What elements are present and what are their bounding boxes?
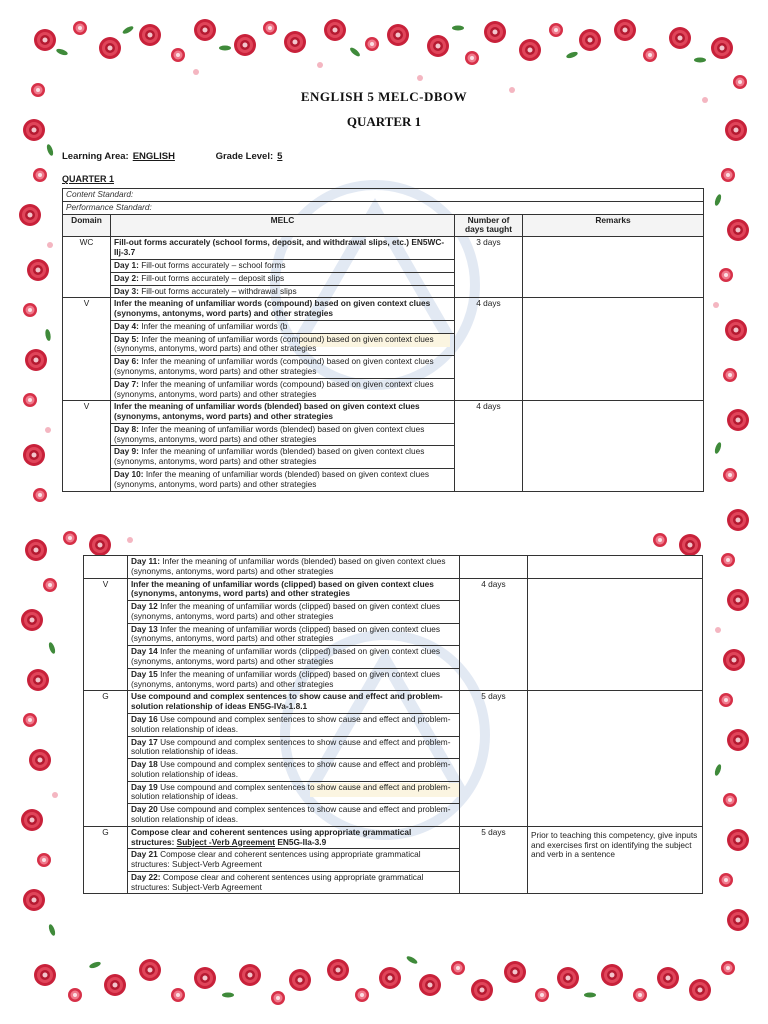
- performance-standard: Performance Standard:: [63, 201, 704, 214]
- day-label: Day 9:: [114, 446, 139, 457]
- document-subtitle: QUARTER 1: [346, 114, 422, 129]
- day-text: Fill-out forms accurately – withdrawal slips: [138, 285, 297, 296]
- day-text: Infer the meaning of unfamiliar words (blended) based on given context clues (synonyms, antonyms, word parts) and other strategies: [114, 423, 425, 444]
- table-row: [63, 401, 704, 424]
- day-cell: [111, 285, 455, 298]
- melc-competency: Use compound and complex sentences to show cause and effect and problem-solution relationship of ideas EN5G-IVa-1.8.1: [128, 691, 460, 714]
- day-label: Day 5:: [114, 333, 139, 344]
- day-text: Use compound and complex sentences to show cause and effect and problem-solution relationship of ideas.: [131, 781, 451, 802]
- day-label: Day 6:: [114, 356, 139, 367]
- day-cell: [111, 272, 455, 285]
- day-text: Compose clear and coherent sentences using appropriate grammatical structures: Subject-Verb Agreement: [131, 871, 424, 892]
- day-cell: [111, 356, 455, 379]
- days-cell: 5 days: [460, 826, 528, 894]
- performance-standard-row: [63, 201, 704, 214]
- day-label: Day 4:: [114, 320, 139, 331]
- header-row: [63, 214, 704, 237]
- day-text: Compose clear and coherent sentences using appropriate grammatical structures: Subject-Verb Agreement: [131, 849, 421, 870]
- table-row: [63, 298, 704, 321]
- day-label: Day 18: [131, 759, 158, 770]
- day-text: Infer the meaning of unfamiliar words (clipped) based on given context clues (synonyms, antonyms, word parts) and other strategies: [131, 646, 441, 667]
- table-row: [84, 578, 703, 601]
- day-label: Day 1:: [114, 259, 139, 270]
- day-cell: [128, 668, 460, 691]
- day-cell: [111, 333, 455, 356]
- quarter-label: QUARTER 1: [62, 174, 115, 184]
- day-cell: [128, 623, 460, 646]
- day-cell: [111, 423, 455, 446]
- day-cell: [128, 871, 460, 894]
- day-cell: [128, 759, 460, 782]
- day-cell: [128, 646, 460, 669]
- remarks-cell: [523, 401, 704, 491]
- remarks-cell: [523, 237, 704, 298]
- domain-cell: V: [84, 578, 128, 691]
- day-cell: [128, 781, 460, 804]
- day-label: Day 7:: [114, 378, 139, 389]
- day-label: Day 10:: [114, 469, 144, 479]
- day-label: Day 3:: [114, 285, 139, 296]
- days-cell: 4 days: [460, 578, 528, 691]
- melc-competency: Infer the meaning of unfamiliar words (clipped) based on given context clues (synonyms, antonyms, word parts) and other strategies: [128, 578, 460, 601]
- day-label: Day 20: [131, 804, 158, 815]
- day-cell: [128, 736, 460, 759]
- day-label: Day 19: [131, 781, 158, 792]
- day-cell: [128, 556, 460, 579]
- remarks-cell: [528, 691, 703, 826]
- melc-table-page-1: [62, 188, 704, 492]
- day-cell: [111, 446, 455, 469]
- header-domain: Domain: [63, 214, 111, 237]
- content-standard-row: [63, 189, 704, 202]
- day-cell: [128, 849, 460, 872]
- melc-text-c: EN5G-IIa-3.9: [275, 836, 327, 847]
- table-row: [63, 237, 704, 260]
- learning-area-value: ENGLISH: [132, 151, 175, 162]
- days-cell: [460, 556, 528, 579]
- header-remarks: Remarks: [523, 214, 704, 237]
- day-label: Day 13: [131, 623, 158, 634]
- remarks-cell: [528, 578, 703, 691]
- remarks-cell: [528, 556, 703, 579]
- day-label: Day 17: [131, 736, 158, 747]
- day-text: Infer the meaning of unfamiliar words (clipped) based on given context clues (synonyms, antonyms, word parts) and other strategies: [131, 601, 441, 621]
- days-cell: 4 days: [455, 401, 523, 491]
- days-cell: 3 days: [455, 237, 523, 298]
- day-text: Infer the meaning of unfamiliar words (blended) based on given context clues (synonyms, antonyms, word parts) and other strategies: [131, 556, 446, 576]
- melc-competency: [128, 826, 460, 849]
- day-cell: [111, 378, 455, 401]
- day-label: Day 15: [131, 668, 158, 679]
- domain-cell: V: [63, 401, 111, 491]
- meta-line: [62, 151, 282, 162]
- learning-area-label: Learning Area:: [62, 151, 129, 162]
- days-cell: 5 days: [460, 691, 528, 826]
- day-cell: [111, 259, 455, 272]
- melc-table-page-2: [83, 555, 703, 894]
- content-standard: Content Standard:: [63, 189, 704, 202]
- day-cell: [128, 804, 460, 827]
- grade-level: [216, 151, 283, 162]
- day-text: Infer the meaning of unfamiliar words (blended) based on given context clues (synonyms, antonyms, word parts) and other strategies: [114, 446, 425, 467]
- melc-text-b: Subject -Verb Agreement: [176, 836, 276, 847]
- day-label: Day 2:: [114, 272, 139, 283]
- day-label: Day 11:: [131, 556, 161, 566]
- melc-competency: Fill-out forms accurately (school forms, deposit, and withdrawal slips, etc.) EN5WC-IIj-3.7: [111, 237, 455, 260]
- day-text: Infer the meaning of unfamiliar words (compound) based on given context clues (synonyms, antonyms, word parts) and other strategies: [114, 378, 434, 399]
- grade-level-value: 5: [277, 151, 283, 162]
- day-text: Use compound and complex sentences to show cause and effect and problem-solution relationship of ideas.: [131, 759, 451, 779]
- domain-cell: G: [84, 826, 128, 894]
- remarks-cell: Prior to teaching this competency, give inputs and exercises first on identifying the subject and verb in a sentence: [528, 826, 703, 894]
- day-label: Day 12: [131, 601, 158, 612]
- day-text: Use compound and complex sentences to show cause and effect and problem-solution relationship of ideas.: [131, 804, 451, 824]
- day-cell: [111, 320, 455, 333]
- day-label: Day 14: [131, 646, 158, 657]
- day-text: Use compound and complex sentences to show cause and effect and problem-solution relationship of ideas.: [131, 713, 451, 734]
- day-label: Day 21: [131, 849, 158, 860]
- day-text: Fill-out forms accurately – deposit slips: [138, 272, 285, 283]
- day-label: Day 8:: [114, 423, 139, 434]
- domain-cell: WC: [63, 237, 111, 298]
- day-text: Fill-out forms accurately – school forms: [138, 259, 286, 270]
- domain-cell: V: [63, 298, 111, 401]
- melc-competency: Infer the meaning of unfamiliar words (compound) based on given context clues (synonyms, antonyms, word parts) and other strategies: [111, 298, 455, 321]
- table-row: [84, 556, 703, 579]
- header-days: Number of days taught: [455, 214, 523, 237]
- header-melc: MELC: [111, 214, 455, 237]
- day-text: Infer the meaning of unfamiliar words (compound) based on given context clues (synonyms, antonyms, word parts) and other strategies: [114, 356, 434, 376]
- day-text: Infer the meaning of unfamiliar words (clipped) based on given context clues (synonyms, antonyms, word parts) and other strategies: [131, 623, 441, 644]
- day-text: Infer the meaning of unfamiliar words (b: [138, 320, 288, 331]
- melc-competency: Infer the meaning of unfamiliar words (blended) based on given context clues (synonyms, antonyms, word parts) and other strategies: [111, 401, 455, 424]
- day-text: Infer the meaning of unfamiliar words (clipped) based on given context clues (synonyms, antonyms, word parts) and other strategies: [131, 668, 441, 689]
- day-cell: [128, 713, 460, 736]
- day-cell: [128, 601, 460, 624]
- day-label: Day 22:: [131, 871, 161, 882]
- days-cell: 4 days: [455, 298, 523, 401]
- learning-area: [62, 151, 175, 162]
- day-text: Infer the meaning of unfamiliar words (compound) based on given context clues (synonyms, antonyms, word parts) and other strategies: [114, 333, 434, 354]
- day-cell: [111, 469, 455, 492]
- table-row: [84, 691, 703, 714]
- day-text: Infer the meaning of unfamiliar words (blended) based on given context clues (synonyms, antonyms, word parts) and other strategies: [114, 469, 430, 489]
- domain-cell: [84, 556, 128, 579]
- day-text: Use compound and complex sentences to show cause and effect and problem-solution relationship of ideas.: [131, 736, 451, 757]
- domain-cell: G: [84, 691, 128, 826]
- melc-text-a: Compose clear and coherent sentences using appropriate grammatical structures:: [131, 826, 412, 847]
- remarks-cell: [523, 298, 704, 401]
- table-row: [84, 826, 703, 849]
- grade-level-label: Grade Level:: [215, 151, 274, 162]
- day-label: Day 16: [131, 713, 158, 724]
- document-title: ENGLISH 5 MELC-DBOW: [300, 89, 468, 104]
